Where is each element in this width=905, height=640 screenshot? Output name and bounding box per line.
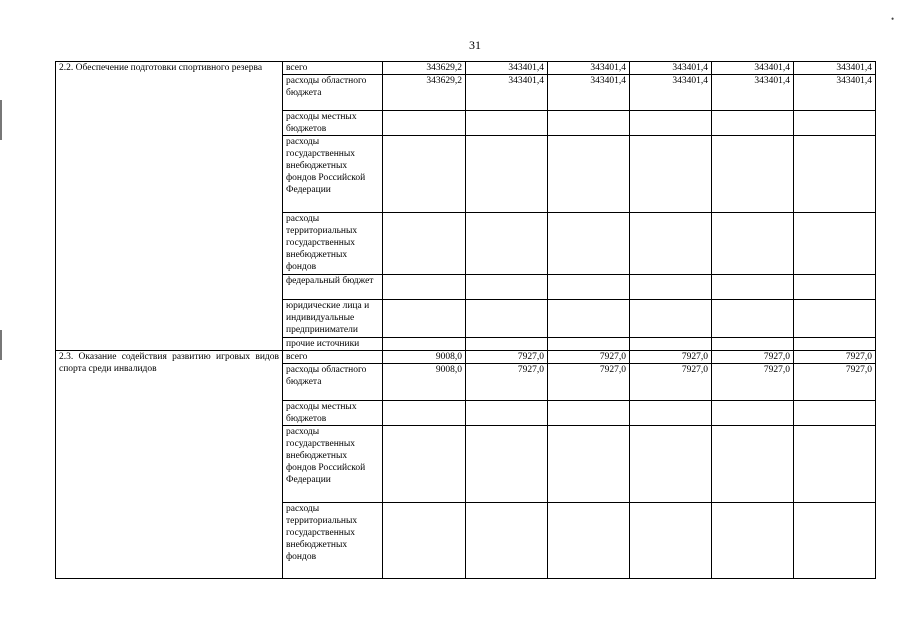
amount-cell [630,503,712,579]
amount-cell: 7927,0 [466,351,548,364]
amount-cell [548,338,630,351]
amount-cell: 343401,4 [466,62,548,75]
amount-cell [630,275,712,300]
amount-cell [630,213,712,275]
amount-cell [794,426,876,503]
amount-cell [712,338,794,351]
amount-cell [466,503,548,579]
amount-cell [466,426,548,503]
amount-cell [712,213,794,275]
funding-source-cell: расходы государственных внебюджетных фондов Российской Федерации [283,426,383,503]
amount-cell [548,300,630,338]
amount-cell [383,338,466,351]
amount-cell: 7927,0 [466,364,548,401]
funding-source-cell: расходы территориальных государственных внебюджетных фондов [283,503,383,579]
amount-cell [630,111,712,136]
funding-source-cell: юридические лица и индивидуальные предприниматели [283,300,383,338]
amount-cell: 7927,0 [630,351,712,364]
amount-cell [548,503,630,579]
amount-cell [466,401,548,426]
amount-cell [630,136,712,213]
amount-cell [712,111,794,136]
amount-cell: 7927,0 [548,351,630,364]
amount-cell [383,136,466,213]
amount-cell: 343401,4 [548,62,630,75]
amount-cell: 343401,4 [630,62,712,75]
amount-cell [712,136,794,213]
amount-cell: 343401,4 [712,62,794,75]
program-name-cell: 2.2. Обеспечение подготовки спортивного резерва [56,62,283,351]
amount-cell [548,213,630,275]
amount-cell [466,136,548,213]
amount-cell [548,275,630,300]
amount-cell: 343401,4 [466,75,548,111]
amount-cell [794,275,876,300]
amount-cell [466,338,548,351]
amount-cell [794,111,876,136]
amount-cell [630,300,712,338]
amount-cell: 343401,4 [794,75,876,111]
amount-cell: 343401,4 [630,75,712,111]
scan-speck: • [891,14,895,24]
funding-source-cell: расходы областного бюджета [283,364,383,401]
amount-cell [383,213,466,275]
table-row [56,62,876,75]
amount-cell: 7927,0 [548,364,630,401]
amount-cell: 343629,2 [383,75,466,111]
amount-cell [794,300,876,338]
amount-cell: 343629,2 [383,62,466,75]
amount-cell [712,275,794,300]
amount-cell [548,136,630,213]
funding-source-cell: расходы областного бюджета [283,75,383,111]
funding-source-cell: расходы государственных внебюджетных фондов Российской Федерации [283,136,383,213]
program-name-cell: 2.3. Оказание содействия развитию игровых видов спорта среди инвалидов [56,351,283,579]
amount-cell [466,300,548,338]
scan-edge-mark [0,100,2,140]
amount-cell [383,401,466,426]
page-number: 31 [469,38,481,52]
amount-cell [383,275,466,300]
amount-cell [712,503,794,579]
amount-cell [794,503,876,579]
funding-source-cell: расходы местных бюджетов [283,111,383,136]
amount-cell: 7927,0 [712,351,794,364]
amount-cell [466,275,548,300]
amount-cell: 343401,4 [794,62,876,75]
funding-source-cell: прочие источники [283,338,383,351]
funding-source-cell: расходы местных бюджетов [283,401,383,426]
amount-cell [630,338,712,351]
amount-cell [548,426,630,503]
funding-source-cell: всего [283,62,383,75]
amount-cell [712,300,794,338]
amount-cell: 7927,0 [712,364,794,401]
amount-cell [466,213,548,275]
amount-cell [794,401,876,426]
amount-cell: 7927,0 [794,364,876,401]
amount-cell [794,338,876,351]
amount-cell: 7927,0 [630,364,712,401]
amount-cell [794,136,876,213]
amount-cell [630,426,712,503]
amount-cell [630,401,712,426]
amount-cell [548,111,630,136]
amount-cell [712,401,794,426]
amount-cell [383,426,466,503]
amount-cell [383,503,466,579]
amount-cell: 9008,0 [383,351,466,364]
budget-table [55,61,876,579]
scan-edge-mark [0,330,2,360]
table-row [56,351,876,364]
amount-cell [466,111,548,136]
funding-source-cell: всего [283,351,383,364]
amount-cell [712,426,794,503]
amount-cell: 9008,0 [383,364,466,401]
funding-source-cell: федеральный бюджет [283,275,383,300]
amount-cell [548,401,630,426]
amount-cell [794,213,876,275]
amount-cell: 343401,4 [712,75,794,111]
funding-source-cell: расходы территориальных государственных внебюджетных фондов [283,213,383,275]
amount-cell [383,111,466,136]
amount-cell [383,300,466,338]
amount-cell: 7927,0 [794,351,876,364]
amount-cell: 343401,4 [548,75,630,111]
